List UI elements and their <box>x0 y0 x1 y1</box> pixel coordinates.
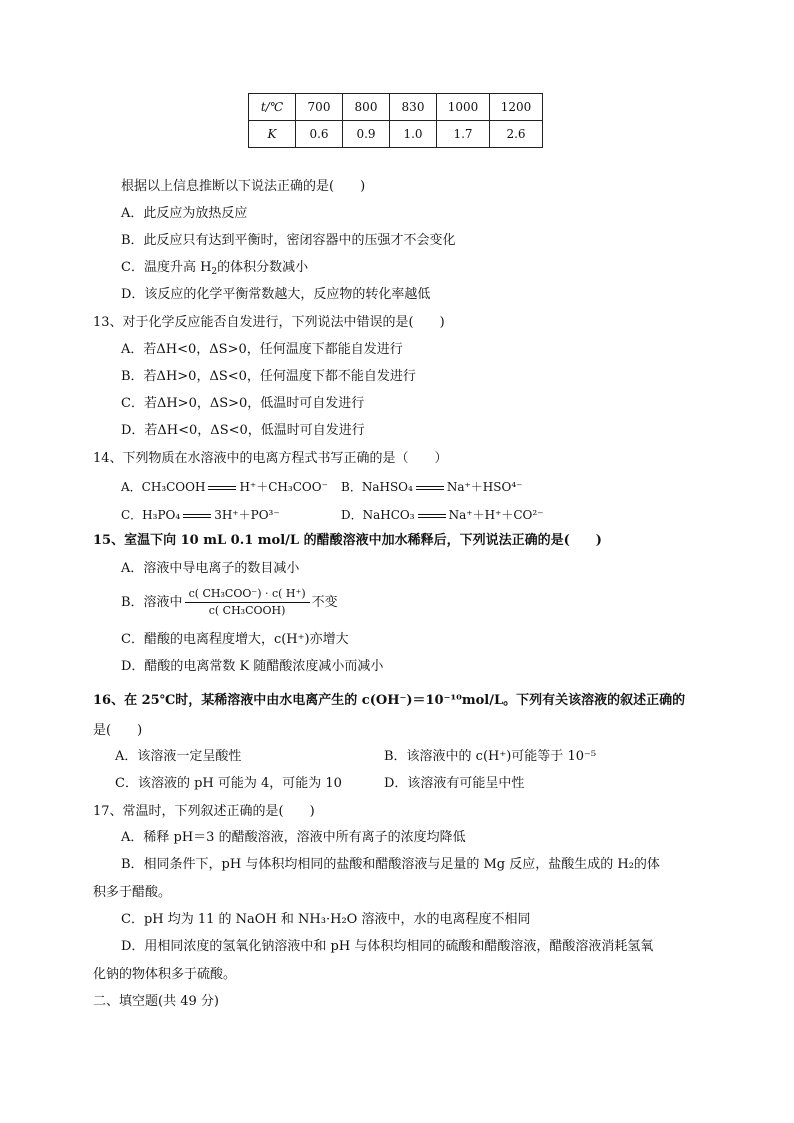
q17-option-b-line1: B．相同条件下，pH 与体积均相同的盐酸和醋酸溶液与足量的 Mg 反应，盐酸生成的 H₂的体 <box>121 857 660 872</box>
q14-b-left: B．NaHSO₄ <box>341 480 413 494</box>
q14-option-b <box>341 477 522 497</box>
q14-c-left: C．H₃PO₄ <box>121 508 181 522</box>
temp-cell: 700 <box>296 94 343 121</box>
q16-option-a: A．该溶液一定呈酸性 <box>115 749 242 764</box>
q17-option-d-line2: 化钠的物体积多于硫酸。 <box>93 967 237 982</box>
q14-b-right: Na⁺＋HSO⁴⁻ <box>446 480 523 494</box>
q14-option-d <box>341 505 544 525</box>
q15-b-post: 不变 <box>311 595 338 610</box>
equals-arrow-icon <box>416 486 444 490</box>
q14-option-a <box>121 477 328 497</box>
q12-option-c-post: 的体积分数减小 <box>217 260 309 275</box>
q15-b-pre: B．溶液中 <box>121 595 183 610</box>
q12-option-a: A．此反应为放热反应 <box>121 206 248 221</box>
q12-option-d: D．该反应的化学平衡常数越大，反应物的转化率越低 <box>121 287 431 302</box>
q12-option-c-pre: C．温度升高 H <box>121 260 212 275</box>
q14-d-right: Na⁺＋H⁺＋CO²⁻ <box>448 508 544 522</box>
q13-option-d: D．若ΔH<0，ΔS<0，低温时可自发进行 <box>121 423 365 438</box>
k-cell: 2.6 <box>490 121 543 148</box>
q14-a-left: A．CH₃COOH <box>121 480 206 494</box>
q15-option-b <box>121 586 338 620</box>
q17-option-a: A．稀释 pH＝3 的醋酸溶液，溶液中所有离子的浓度均降低 <box>121 830 466 845</box>
temperature-label: t/℃ <box>249 94 296 121</box>
temp-cell: 800 <box>343 94 390 121</box>
q13-option-c: C．若ΔH>0，ΔS>0，低温时可自发进行 <box>121 396 365 411</box>
q14-d-left: D．NaHCO₃ <box>341 508 415 522</box>
q16-option-b: B．该溶液中的 c(H⁺)可能等于 10⁻⁵ <box>384 749 597 764</box>
temp-cell: 1000 <box>437 94 490 121</box>
temperature-row <box>249 94 543 121</box>
k-cell: 0.6 <box>296 121 343 148</box>
q16-stem-cont: 是( ) <box>93 723 143 738</box>
q16-stem: 16、在 25℃时，某稀溶液中由水电离产生的 c(OH⁻)＝10⁻¹⁰mol/L。下列有关该溶液的叙述正确的 <box>93 693 686 708</box>
q17-option-d-line1: D．用相同浓度的氢氧化钠溶液中和 pH 与体积均相同的硫酸和醋酸溶液，醋酸溶液消耗氢氧 <box>121 939 654 954</box>
q13-option-b: B．若ΔH>0，ΔS<0，任何温度下都不能自发进行 <box>121 369 416 384</box>
q15-stem: 15、室温下向 10 mL 0.1 mol/L 的醋酸溶液中加水稀释后，下列说法正确的是( ) <box>93 533 602 548</box>
equilibrium-constant-table <box>248 93 543 148</box>
k-cell: 1.7 <box>437 121 490 148</box>
q14-option-c <box>121 505 280 525</box>
q15-option-c: C．醋酸的电离程度增大，c(H⁺)亦增大 <box>121 632 349 647</box>
q12-option-c: C．温度升高 $H_2$的体积分数减小 <box>121 260 309 277</box>
k-cell: 1.0 <box>390 121 437 148</box>
q15-option-d: D．醋酸的电离常数 K 随醋酸浓度减小而减小 <box>121 659 384 674</box>
q14-c-right: 3H⁺＋PO³⁻ <box>214 508 280 522</box>
k-label: K <box>249 121 296 148</box>
q14-stem: 14、下列物质在水溶液中的电离方程式书写正确的是（ ） <box>93 451 448 466</box>
q15-option-a: A．溶液中导电离子的数目减小 <box>121 561 300 576</box>
q12-option-b: B．此反应只有达到平衡时，密闭容器中的压强才不会变化 <box>121 233 456 248</box>
q16-option-d: D．该溶液有可能呈中性 <box>384 776 525 791</box>
reversible-arrow-icon <box>208 486 236 490</box>
q17-option-c: C．pH 均为 11 的 NaOH 和 NH₃·H₂O 溶液中，水的电离程度不相同 <box>121 912 531 927</box>
q17-stem: 17、常温时，下列叙述正确的是( ) <box>93 804 315 819</box>
temp-cell: 1200 <box>490 94 543 121</box>
ratio-fraction <box>185 586 310 619</box>
reversible-arrow-icon <box>418 514 446 518</box>
q13-stem: 13、对于化学反应能否自发进行，下列说法中错误的是( ) <box>93 315 445 330</box>
fraction-numerator: c( CH₃COO⁻) · c( H⁺) <box>185 586 310 603</box>
temp-cell: 830 <box>390 94 437 121</box>
q14-a-right: H⁺＋CH₃COO⁻ <box>239 480 328 494</box>
q17-option-b-line2: 积多于醋酸。 <box>93 885 172 900</box>
reversible-arrow-icon <box>183 514 211 518</box>
q13-option-a: A．若ΔH<0，ΔS>0，任何温度下都能自发进行 <box>121 342 403 357</box>
k-cell: 0.9 <box>343 121 390 148</box>
q12-stem: 根据以上信息推断以下说法正确的是( ) <box>121 179 366 194</box>
q16-option-c: C．该溶液的 pH 可能为 4，可能为 10 <box>115 776 342 791</box>
k-row <box>249 121 543 148</box>
section-heading-fill-in: 二、填空题(共 49 分) <box>93 994 219 1009</box>
fraction-denominator: c( CH₃COOH) <box>208 604 286 617</box>
